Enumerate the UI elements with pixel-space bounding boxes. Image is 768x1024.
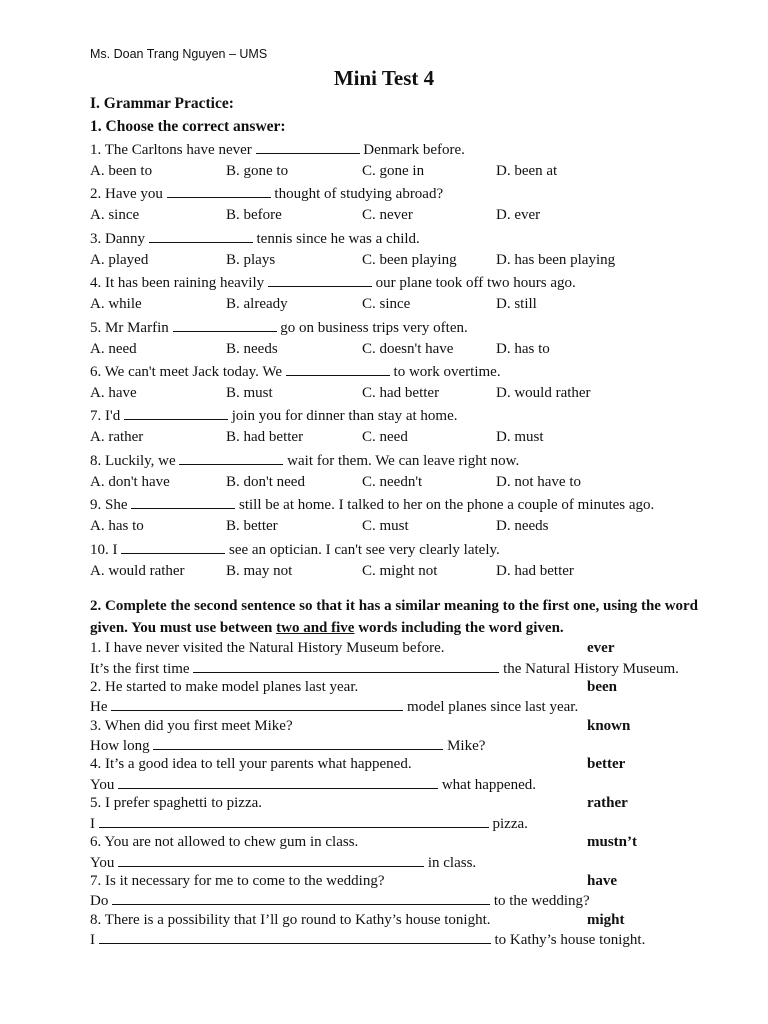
- rewrite-end: in class.: [424, 854, 477, 871]
- answer-blank[interactable]: [131, 496, 235, 509]
- part2-instructions: [90, 595, 710, 639]
- question-line: [90, 141, 465, 159]
- answer-option[interactable]: C. never: [362, 207, 413, 224]
- answer-option[interactable]: C. need: [362, 429, 408, 446]
- answer-option[interactable]: A. while: [90, 296, 142, 313]
- question-stem: 5. Mr Marfin: [90, 319, 173, 336]
- rewrite-line: [90, 698, 578, 716]
- rewrite-start: It’s the first time: [90, 660, 194, 677]
- answer-blank[interactable]: [124, 407, 228, 420]
- answer-blank[interactable]: [167, 185, 271, 198]
- question-stem: 2. Have you: [90, 186, 167, 203]
- question-line: [90, 496, 654, 514]
- rewrite-blank[interactable]: [118, 854, 424, 867]
- answer-option[interactable]: D. ever: [496, 207, 541, 224]
- answer-blank[interactable]: [256, 141, 360, 154]
- rewrite-end: to Kathy’s house tonight.: [490, 932, 646, 949]
- answer-option[interactable]: B. must: [226, 385, 273, 401]
- rewrite-end: model planes since last year.: [403, 699, 579, 716]
- answer-option[interactable]: A. don't have: [90, 473, 170, 490]
- keyword: known: [587, 717, 631, 734]
- answer-blank[interactable]: [179, 452, 283, 465]
- section-heading: I. Grammar Practice:: [90, 95, 234, 112]
- answer-option[interactable]: C. since: [362, 296, 411, 313]
- rewrite-start: You: [90, 854, 119, 871]
- answer-option[interactable]: A. since: [90, 207, 140, 224]
- answer-option[interactable]: D. been at: [496, 163, 558, 179]
- keyword: been: [587, 678, 617, 695]
- question-stem: 9. She: [90, 497, 132, 514]
- question-stem: 7. I'd: [90, 408, 124, 425]
- question-stem: 1. The Carltons have never: [90, 142, 256, 158]
- question-stem: 3. Danny: [90, 230, 149, 247]
- answer-option[interactable]: B. already: [226, 296, 288, 313]
- question-tail: Denmark before.: [359, 142, 465, 158]
- question-tail: go on business trips very often.: [276, 319, 468, 336]
- original-sentence: 2. He started to make model planes last year.: [90, 678, 359, 695]
- answer-blank[interactable]: [121, 541, 225, 554]
- original-sentence: 7. Is it necessary for me to come to the wedding?: [90, 872, 385, 889]
- instructions-text: 2. Complete the second sentence so that it has a similar meaning to the first one, using the word given. You must use between: [90, 598, 699, 636]
- question-stem: 8. Luckily, we: [90, 452, 180, 469]
- question-tail: wait for them. We can leave right now.: [283, 452, 520, 469]
- keyword: might: [587, 911, 625, 928]
- rewrite-blank[interactable]: [99, 815, 489, 828]
- question-tail: tennis since he was a child.: [252, 230, 420, 247]
- question-stem: 6. We can't meet Jack today. We: [90, 364, 286, 380]
- answer-blank[interactable]: [268, 274, 372, 287]
- answer-option[interactable]: B. needs: [226, 340, 278, 357]
- answer-option[interactable]: A. has to: [90, 518, 144, 535]
- rewrite-line: [90, 931, 645, 949]
- answer-blank[interactable]: [286, 363, 390, 376]
- question-line: [90, 230, 420, 248]
- answer-option[interactable]: A. rather: [90, 429, 144, 446]
- rewrite-end: Mike?: [443, 738, 486, 755]
- question-stem: 4. It has been raining heavily: [90, 275, 268, 292]
- rewrite-end: to the wedding?: [490, 893, 590, 910]
- question-line: [90, 274, 576, 292]
- rewrite-end: the Natural History Museum.: [499, 660, 679, 677]
- original-sentence: 8. There is a possibility that I’ll go round to Kathy’s house tonight.: [90, 911, 491, 928]
- rewrite-start: How long: [90, 738, 154, 755]
- keyword: ever: [587, 640, 615, 656]
- answer-option[interactable]: C. doesn't have: [362, 340, 454, 357]
- answer-option[interactable]: C. gone in: [362, 163, 425, 179]
- instructions-underlined: two and five: [276, 620, 355, 636]
- answer-option[interactable]: D. has been playing: [496, 251, 616, 268]
- keyword: better: [587, 756, 626, 773]
- answer-option[interactable]: B. better: [226, 518, 278, 535]
- answer-option[interactable]: B. don't need: [226, 473, 305, 490]
- question-line: [90, 185, 443, 203]
- question-line: [90, 407, 458, 425]
- rewrite-blank[interactable]: [111, 698, 403, 711]
- instructions-text-end: words including the word given.: [354, 620, 564, 636]
- rewrite-line: [90, 660, 679, 678]
- answer-option[interactable]: C. had better: [362, 385, 440, 401]
- question-line: [90, 319, 468, 337]
- question-line: [90, 541, 500, 559]
- original-sentence: 1. I have never visited the Natural History Museum before.: [90, 640, 445, 656]
- answer-option[interactable]: C. needn't: [362, 473, 423, 490]
- answer-option[interactable]: A. been to: [90, 163, 153, 179]
- question-tail: see an optician. I can't see very clearly lately.: [225, 541, 500, 558]
- rewrite-blank[interactable]: [118, 776, 438, 789]
- rewrite-line: [90, 892, 590, 910]
- answer-option[interactable]: A. played: [90, 251, 149, 268]
- original-sentence: 5. I prefer spaghetti to pizza.: [90, 795, 263, 812]
- question-tail: join you for dinner than stay at home.: [227, 408, 458, 425]
- answer-option[interactable]: D. not have to: [496, 473, 581, 490]
- rewrite-blank[interactable]: [153, 737, 443, 750]
- answer-option[interactable]: B. had better: [226, 429, 304, 446]
- original-sentence: 6. You are not allowed to chew gum in class.: [90, 834, 359, 850]
- answer-option[interactable]: A. have: [90, 385, 137, 401]
- answer-blank[interactable]: [173, 319, 277, 332]
- rewrite-start: You: [90, 776, 119, 793]
- answer-option[interactable]: D. had better: [496, 562, 574, 579]
- keyword: rather: [587, 795, 628, 812]
- rewrite-blank[interactable]: [193, 660, 499, 673]
- rewrite-start: I: [90, 815, 99, 832]
- keyword: have: [587, 872, 617, 889]
- rewrite-start: I: [90, 932, 99, 949]
- part1-heading: 1. Choose the correct answer:: [90, 118, 286, 135]
- question-tail: still be at home. I talked to her on the phone a couple of minutes ago.: [235, 497, 655, 514]
- answer-option[interactable]: B. gone to: [226, 163, 289, 179]
- answer-option[interactable]: D. still: [496, 296, 537, 313]
- rewrite-end: what happened.: [438, 776, 536, 793]
- page-title: Mini Test 4: [333, 66, 435, 90]
- question-line: [90, 363, 501, 381]
- author-header: Ms. Doan Trang Nguyen – UMS: [90, 47, 268, 61]
- rewrite-line: [90, 815, 528, 833]
- question-tail: thought of studying abroad?: [270, 186, 444, 203]
- question-tail: our plane took off two hours ago.: [371, 275, 576, 292]
- question-line: [90, 452, 519, 470]
- rewrite-line: [90, 737, 485, 755]
- rewrite-line: [90, 776, 536, 794]
- original-sentence: 4. It’s a good idea to tell your parents what happened.: [90, 756, 412, 773]
- answer-option[interactable]: B. may not: [226, 562, 293, 579]
- answer-option[interactable]: B. plays: [226, 251, 276, 268]
- rewrite-blank[interactable]: [99, 931, 491, 944]
- original-sentence: 3. When did you first meet Mike?: [90, 717, 293, 734]
- question-stem: 10. I: [90, 541, 122, 558]
- rewrite-blank[interactable]: [112, 892, 490, 905]
- question-tail: to work overtime.: [389, 364, 501, 380]
- answer-option[interactable]: A. would rather: [90, 562, 185, 579]
- answer-option[interactable]: B. before: [226, 207, 282, 224]
- rewrite-start: He: [90, 699, 112, 716]
- answer-option[interactable]: C. must: [362, 518, 409, 535]
- keyword: mustn’t: [587, 834, 638, 850]
- answer-option[interactable]: D. would rather: [496, 385, 591, 401]
- answer-option[interactable]: A. need: [90, 340, 137, 357]
- answer-option[interactable]: D. must: [496, 429, 544, 446]
- answer-option[interactable]: D. has to: [496, 340, 550, 357]
- rewrite-start: Do: [90, 893, 113, 910]
- rewrite-line: [90, 854, 476, 872]
- answer-option[interactable]: C. been playing: [362, 251, 457, 268]
- answer-option[interactable]: D. needs: [496, 518, 549, 535]
- answer-option[interactable]: C. might not: [362, 562, 438, 579]
- answer-blank[interactable]: [149, 230, 253, 243]
- rewrite-end: pizza.: [488, 815, 528, 832]
